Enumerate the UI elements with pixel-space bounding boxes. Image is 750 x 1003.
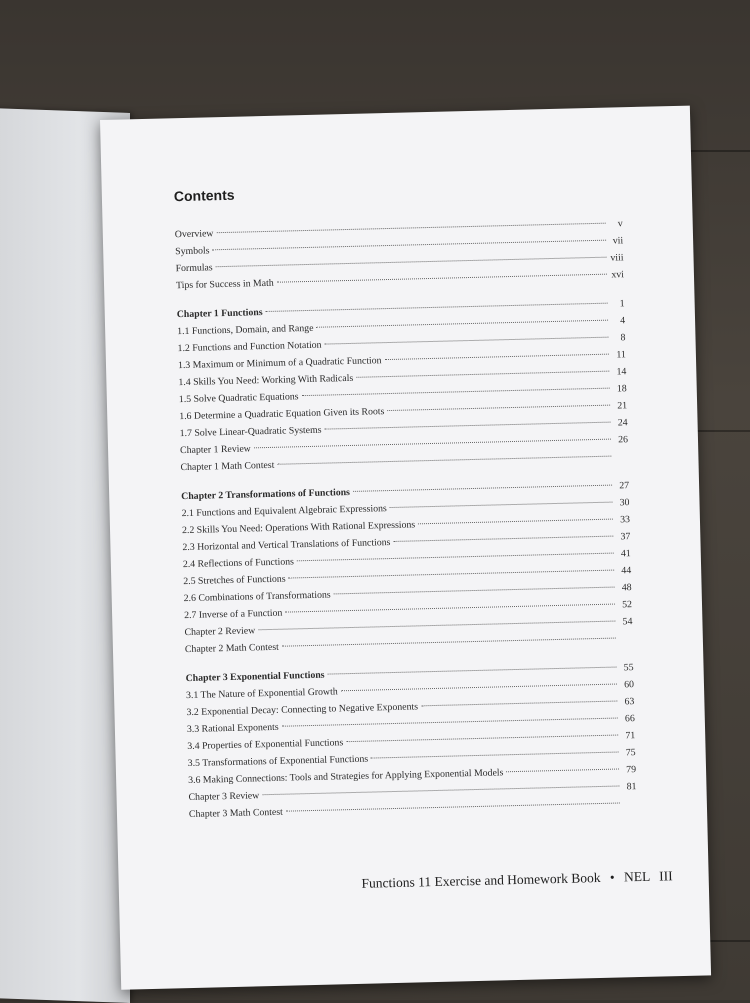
contents-body xyxy=(174,177,638,835)
toc-page-number: 55 xyxy=(619,659,633,676)
contents-page xyxy=(100,106,711,990)
toc-entry-label: Tips for Success in Math xyxy=(176,275,274,294)
toc-section xyxy=(177,295,629,476)
dot-leader xyxy=(213,240,607,251)
table-of-contents xyxy=(175,215,637,823)
dot-leader xyxy=(286,803,620,812)
toc-page-number: 4 xyxy=(611,312,625,329)
toc-chapter-heading: Chapter 1 Functions xyxy=(177,304,263,323)
toc-chapter-heading: Chapter 2 Transformations of Functions xyxy=(181,484,350,505)
dot-leader xyxy=(387,405,610,411)
toc-page-number: v xyxy=(608,215,622,232)
dot-leader xyxy=(262,786,619,796)
toc-page-number: 79 xyxy=(622,761,636,778)
toc-entry-label: 2.3 Horizontal and Vertical Translations of Functions xyxy=(182,534,390,556)
toc-entry-label: 2.4 Reflections of Functions xyxy=(183,553,294,573)
toc-entry-label: 3.3 Rational Exponents xyxy=(187,719,279,738)
dot-leader xyxy=(421,701,617,707)
toc-entry-label: 2.1 Functions and Equivalent Algebraic Expressions xyxy=(181,500,387,522)
toc-entry-label: Chapter 2 Review xyxy=(184,622,255,641)
toc-page-number: xvi xyxy=(610,266,624,283)
toc-page-number: 27 xyxy=(615,477,629,494)
toc-entry-label: 1.2 Functions and Function Notation xyxy=(177,337,321,358)
toc-page-number: vii xyxy=(609,232,623,249)
toc-entry-label: Formulas xyxy=(175,259,212,277)
dot-leader xyxy=(390,502,613,508)
dot-leader xyxy=(353,485,612,492)
page-title: Contents xyxy=(174,177,622,204)
toc-page-number: viii xyxy=(609,249,623,266)
toc-page-number: 30 xyxy=(615,494,629,511)
dot-leader xyxy=(277,456,611,465)
toc-page-number: 37 xyxy=(616,528,630,545)
dot-leader xyxy=(282,638,616,647)
toc-entry-label: 2.2 Skills You Need: Operations With Rational Expressions xyxy=(182,516,416,539)
toc-page-number: 71 xyxy=(621,727,635,744)
footer-book-title: Functions 11 Exercise and Homework Book xyxy=(361,870,600,891)
toc-entry-label: 1.5 Solve Quadratic Equations xyxy=(179,388,299,408)
dot-leader xyxy=(334,587,615,595)
dot-leader xyxy=(216,223,605,234)
toc-entry-label: Chapter 3 Math Contest xyxy=(189,804,283,823)
dot-leader xyxy=(327,667,616,675)
toc-page-number: 75 xyxy=(621,744,635,761)
toc-page-number: 63 xyxy=(620,693,634,710)
dot-leader xyxy=(216,257,607,268)
toc-entry-label: 1.1 Functions, Domain, and Range xyxy=(177,320,314,340)
footer-separator: • xyxy=(610,870,615,885)
toc-entry-label: 3.1 The Nature of Exponential Growth xyxy=(186,683,338,704)
dot-leader xyxy=(356,371,609,378)
footer-publisher: NEL xyxy=(624,869,650,885)
toc-page-number: 18 xyxy=(613,380,627,397)
dot-leader xyxy=(316,320,608,328)
toc-section xyxy=(175,215,625,294)
dot-leader xyxy=(384,354,608,360)
toc-section xyxy=(185,659,637,823)
dot-leader xyxy=(418,519,613,525)
toc-page-number: 66 xyxy=(621,710,635,727)
toc-section xyxy=(181,477,633,658)
footer-page-number: III xyxy=(659,868,673,883)
toc-page-number: 14 xyxy=(612,363,626,380)
toc-entry-label: 1.4 Skills You Need: Working With Radicals xyxy=(178,370,353,391)
dot-leader xyxy=(282,718,618,727)
toc-entry-label: 3.6 Making Connections: Tools and Strategies for Applying Exponential Models xyxy=(188,764,504,789)
toc-entry-label: 2.7 Inverse of a Function xyxy=(184,605,283,624)
dot-leader xyxy=(289,570,615,579)
toc-page-number: 81 xyxy=(622,778,636,795)
toc-entry-label: Symbols xyxy=(175,242,210,260)
toc-entry-label: Overview xyxy=(175,225,214,243)
dot-leader xyxy=(324,337,608,345)
dot-leader xyxy=(258,621,615,631)
toc-page-number: 41 xyxy=(617,545,631,562)
toc-entry-label: 3.2 Exponential Decay: Connecting to Negative Exponents xyxy=(186,698,418,721)
toc-page-number: 33 xyxy=(616,511,630,528)
toc-entry-label: 1.3 Maximum or Minimum of a Quadratic Function xyxy=(178,352,382,374)
toc-entry-label: Chapter 3 Review xyxy=(188,787,259,806)
dot-leader xyxy=(346,735,618,743)
toc-page-number: 1 xyxy=(610,295,624,312)
dot-leader xyxy=(506,769,619,773)
toc-page-number: 52 xyxy=(618,596,632,613)
toc-entry-label: 3.4 Properties of Exponential Functions xyxy=(187,734,343,755)
dot-leader xyxy=(266,303,608,312)
dot-leader xyxy=(302,388,610,397)
toc-entry-label: Chapter 1 Review xyxy=(180,440,251,459)
toc-entry-label: 1.6 Determine a Quadratic Equation Given its Roots xyxy=(179,403,385,425)
toc-entry-label: 2.5 Stretches of Functions xyxy=(183,571,286,590)
dot-leader xyxy=(285,604,615,613)
toc-page-number: 48 xyxy=(617,579,631,596)
toc-entry-label: 2.6 Combinations of Transformations xyxy=(184,587,331,608)
dot-leader xyxy=(324,422,610,430)
toc-entry-label: Chapter 1 Math Contest xyxy=(180,457,274,476)
toc-page-number: 54 xyxy=(618,613,632,630)
toc-page-number: 21 xyxy=(613,397,627,414)
toc-page-number: 8 xyxy=(611,329,625,346)
dot-leader xyxy=(371,752,619,759)
toc-page-number: 44 xyxy=(617,562,631,579)
dot-leader xyxy=(393,536,613,542)
toc-page-number: 60 xyxy=(620,676,634,693)
toc-page-number: 24 xyxy=(613,414,627,431)
toc-entry-label: Chapter 2 Math Contest xyxy=(185,639,279,658)
dot-leader xyxy=(254,439,611,449)
toc-entry-label: 1.7 Solve Linear-Quadratic Systems xyxy=(179,422,321,442)
toc-entry-label: 3.5 Transformations of Exponential Functions xyxy=(188,751,369,772)
toc-page-number: 11 xyxy=(612,346,626,363)
page-footer xyxy=(355,868,672,892)
dot-leader xyxy=(297,553,614,562)
toc-page-number: 26 xyxy=(614,431,628,448)
toc-chapter-heading: Chapter 3 Exponential Functions xyxy=(185,667,324,687)
dot-leader xyxy=(341,684,617,692)
dot-leader xyxy=(277,274,607,283)
